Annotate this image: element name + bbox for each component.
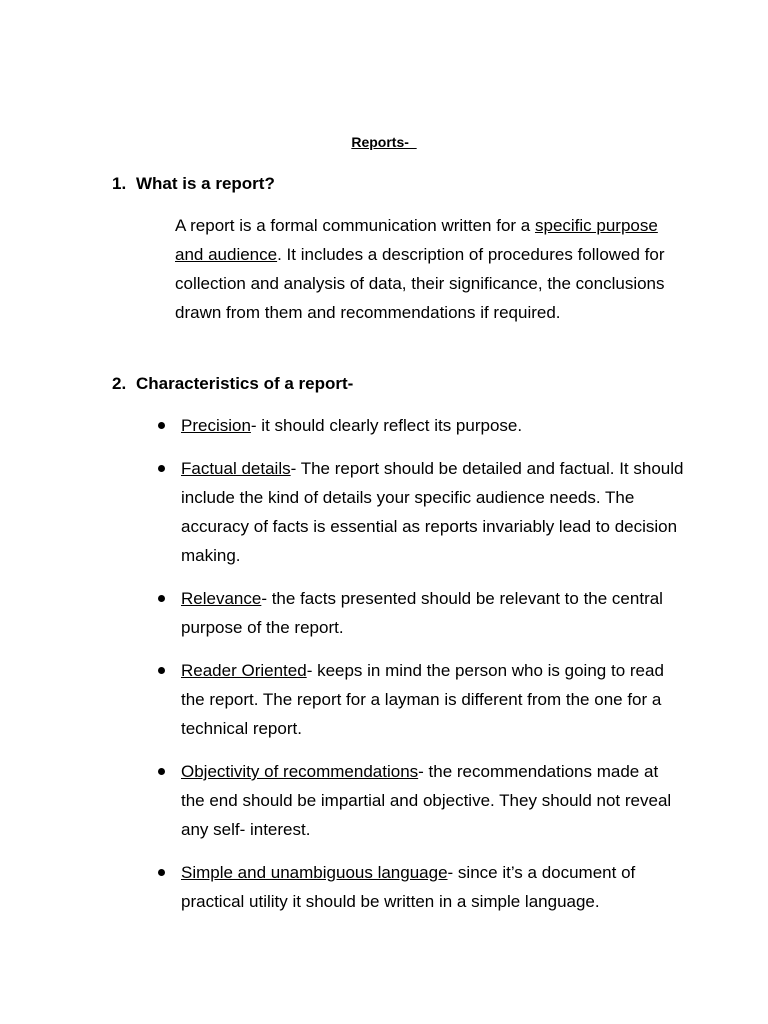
bullet-icon <box>158 768 165 775</box>
list-item <box>155 858 685 916</box>
bullet-text: - The report should be detailed and factual. It should include the kind of details your specific audience needs. The accuracy of facts is essential as reports invariably lead to decision making. <box>181 459 684 565</box>
section-number: 2. <box>112 374 127 393</box>
section-number: 1. <box>112 174 127 193</box>
bullet-term: Objectivity of recommendations <box>181 762 419 781</box>
paragraph-text: . It includes a description of procedures followed for collection and analysis of data, their significance, the conclusions drawn from them and recommendations if required. <box>175 245 665 322</box>
list-item <box>155 757 685 844</box>
bullet-icon <box>158 667 165 674</box>
paragraph-text: A report is a formal communication written for a <box>175 216 535 235</box>
bullet-icon <box>158 869 165 876</box>
bullet-term: Factual details <box>181 459 291 478</box>
document-title: Reports- <box>351 134 417 150</box>
section-1-heading <box>112 173 275 195</box>
list-item <box>155 584 685 642</box>
bullet-term: Reader Oriented <box>181 661 307 680</box>
bullet-text: - since it’s a document of practical utility it should be written in a simple language. <box>181 863 636 911</box>
bullet-term: Precision <box>181 416 251 435</box>
bullet-term: Relevance <box>181 589 262 608</box>
section-heading-text: Characteristics of a report- <box>136 374 354 393</box>
bullet-text: - keeps in mind the person who is going to read the report. The report for a layman is different from the one for a technical report. <box>181 661 664 738</box>
list-item <box>155 454 685 570</box>
bullet-text: - the facts presented should be relevant to the central purpose of the report. <box>181 589 663 637</box>
section-2-heading <box>112 373 353 395</box>
bullet-icon <box>158 595 165 602</box>
section-heading-text: What is a report? <box>136 174 275 193</box>
bullet-text: - it should clearly reflect its purpose. <box>250 416 523 435</box>
bullet-term: Simple and unambiguous language <box>181 863 448 882</box>
characteristics-list <box>155 411 685 930</box>
section-1-paragraph <box>175 211 685 327</box>
list-item <box>155 656 685 743</box>
bullet-icon <box>158 465 165 472</box>
bullet-icon <box>158 422 165 429</box>
bullet-text: - the recommendations made at the end should be impartial and objective. They should not reveal any self- interest. <box>181 762 672 839</box>
paragraph-underlined-text: specific purpose and audience <box>175 216 658 264</box>
list-item <box>155 411 685 440</box>
